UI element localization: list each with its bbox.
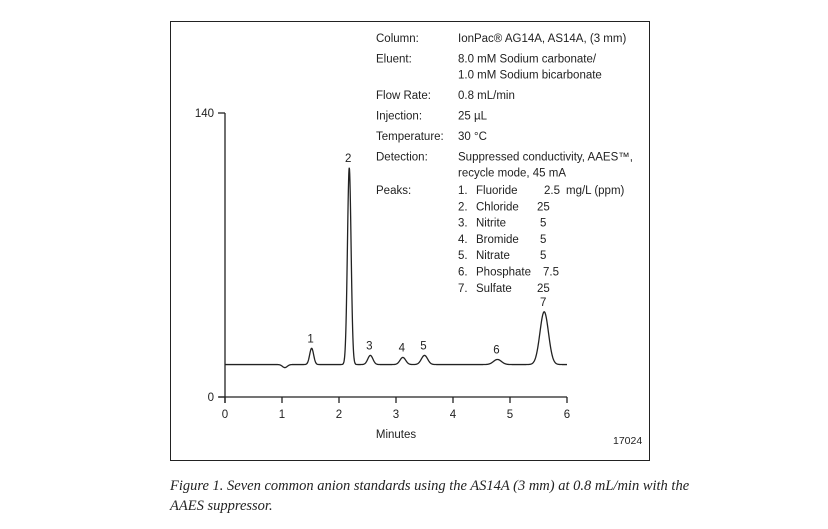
- x-tick-label: 1: [278, 409, 286, 421]
- x-tick-label: 2: [335, 409, 343, 421]
- peak-concentration: 5: [540, 233, 547, 246]
- condition-value: 30 °C: [458, 131, 487, 143]
- peaks-list: [376, 185, 625, 295]
- peak-label-7: 7: [539, 296, 547, 309]
- figure-caption: Figure 1. Seven common anion standards using the AS14A (3 mm) at 0.8 mL/min with the AAES suppressor.: [170, 478, 690, 514]
- x-tick-label: 3: [392, 409, 400, 421]
- peak-label-6: 6: [493, 344, 500, 357]
- peak-name: Nitrite: [476, 217, 507, 230]
- condition-value: 1.0 mM Sodium bicarbonate: [458, 69, 602, 82]
- peak-name: Nitrate: [476, 250, 510, 263]
- peak-number: 3.: [458, 217, 468, 230]
- peak-unit: mg/L (ppm): [566, 185, 625, 197]
- peak-label-5: 5: [420, 340, 427, 353]
- condition-value: recycle mode, 45 mA: [458, 167, 567, 180]
- x-tick-label: 6: [563, 409, 571, 421]
- peak-concentration: 2.5: [544, 185, 560, 197]
- y-tick-label: 0: [207, 392, 214, 404]
- peak-number: 6.: [458, 266, 468, 279]
- peak-number: 4.: [458, 233, 468, 246]
- condition-label: Detection:: [376, 151, 428, 164]
- condition-value: 8.0 mM Sodium carbonate/: [458, 53, 597, 66]
- x-tick-label: 5: [506, 409, 514, 421]
- condition-label: Temperature:: [376, 131, 444, 143]
- peak-number: 1.: [458, 185, 468, 197]
- peak-name: Phosphate: [476, 266, 531, 279]
- peak-label-3: 3: [366, 340, 373, 353]
- peak-concentration: 25: [537, 282, 550, 295]
- peak-name: Sulfate: [476, 282, 512, 295]
- peak-label-4: 4: [398, 342, 406, 355]
- x-tick-label: 0: [221, 409, 229, 421]
- peak-concentration: 25: [537, 201, 550, 214]
- peaks-label: Peaks:: [376, 185, 412, 197]
- conditions-block: [376, 33, 633, 180]
- peak-concentration: 7.5: [543, 266, 559, 279]
- condition-label: Column:: [376, 33, 419, 45]
- peak-label-1: 1: [307, 333, 314, 346]
- condition-label: Injection:: [376, 110, 423, 123]
- condition-label: Flow Rate:: [376, 90, 431, 102]
- peak-number: 5.: [458, 250, 468, 263]
- condition-value: IonPac® AG14A, AS14A, (3 mm): [458, 33, 627, 45]
- peak-labels-group: [307, 153, 546, 357]
- figure-number: 17024: [613, 435, 643, 447]
- condition-label: Eluent:: [376, 53, 412, 66]
- y-tick-label: 140: [194, 108, 214, 120]
- peak-name: Fluoride: [476, 185, 518, 197]
- x-axis-label: Minutes: [375, 429, 417, 441]
- peak-label-2: 2: [345, 152, 352, 165]
- condition-value: Suppressed conductivity, AAES™,: [458, 151, 633, 164]
- peak-name: Chloride: [476, 201, 519, 214]
- condition-value: 0.8 mL/min: [458, 90, 515, 102]
- peak-name: Bromide: [476, 233, 519, 246]
- x-tick-label: 4: [449, 409, 457, 421]
- peak-number: 7.: [458, 282, 468, 295]
- peak-number: 2.: [458, 201, 468, 214]
- condition-value: 25 µL: [458, 110, 488, 123]
- peak-concentration: 5: [540, 250, 547, 263]
- peak-concentration: 5: [540, 217, 547, 230]
